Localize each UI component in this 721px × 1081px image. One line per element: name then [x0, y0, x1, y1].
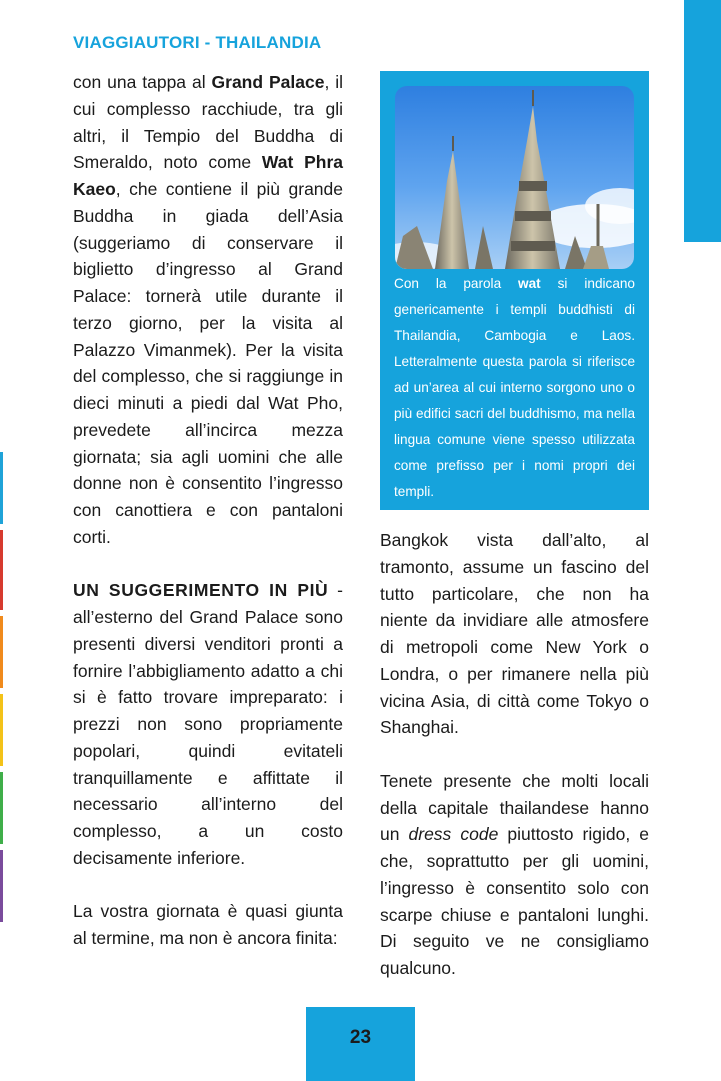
text-run: - all’esterno del Grand Palace sono presenti diversi venditori pronti a fornire l’abbigliamento adatto a chi si è fatto trovare impreparato: i prezzi non sono propriamente popolari, quindi evitateli tranquillamente e affittate il necessario all’interno del complesso, a un costo decisamente inferiore.	[73, 580, 343, 868]
paragraph-suggerimento	[73, 577, 343, 871]
right-column	[380, 527, 649, 982]
text-run: La vostra giornata è quasi giunta al termine, ma non è ancora finita:	[73, 901, 343, 948]
edge-strip-purple	[0, 850, 3, 922]
paragraph-dress-code	[380, 768, 649, 982]
text-run: , il cui complesso racchiude, tra gli altri, il Tempio del Buddha di Smeraldo, noto come	[73, 72, 343, 173]
edge-strip-blue	[0, 452, 3, 524]
bold-term-wat-phra-kaeo: Wat Phra Kaeo	[73, 152, 343, 199]
italic-term-dress-code: dress code	[408, 824, 499, 845]
bold-term-wat: wat	[518, 276, 541, 291]
temple-photo	[395, 86, 634, 269]
edge-strip-yellow	[0, 694, 3, 766]
paragraph-giornata	[73, 898, 343, 952]
text-run: piuttosto rigido, e che, soprattutto per gli uomini, l’ingresso è consentito solo con scarpe chiuse e pantaloni lunghi. Di seguito ve ne consigliamo qualcuno.	[380, 824, 650, 978]
page-number-box	[306, 1007, 415, 1081]
left-column	[73, 69, 343, 952]
paragraph-grand-palace	[73, 69, 343, 551]
edge-strip-orange	[0, 616, 3, 688]
info-box-caption	[394, 271, 635, 505]
text-run: Tenete presente che molti locali della capitale thailandese hanno un	[380, 770, 649, 845]
bold-term-grand-palace: Grand Palace	[211, 72, 325, 92]
tip-heading: UN SUGGERIMENTO IN PIÙ	[73, 580, 329, 601]
wat-arun-illustration	[395, 86, 634, 269]
text-run: Con la parola	[394, 276, 519, 291]
running-header: VIAGGIAUTORI - THAILANDIA	[73, 33, 322, 52]
text-run: con una tappa al	[73, 72, 212, 92]
chapter-tab	[684, 0, 721, 242]
paragraph-bangkok	[380, 527, 649, 741]
edge-strip-red	[0, 530, 3, 610]
text-run: , che contiene il più grande Buddha in giada dell’Asia (suggeriamo di conservare il biglietto d’ingresso al Grand Palace: tornerà utile durante il terzo giorno, per la visita al Palazzo Vimanmek). Per la visita del complesso, che si raggiunge in dieci minuti a piedi dal Wat Pho, prevedete all’incirca mezza giornata; sia agli uomini che alle donne non è consentito l’ingresso con canottiera e con pantaloni corti.	[73, 179, 343, 547]
text-run: si indicano genericamente i templi buddhisti di Thailandia, Cambogia e Laos. Letteralmente questa parola si riferisce ad un’area al cui interno sorgono uno o più edifici sacri del buddhismo, ma nella lingua comune viene spesso utilizzata come prefisso per i nomi propri dei templi.	[394, 276, 635, 499]
page-number: 23	[349, 1027, 372, 1048]
edge-strip-green	[0, 772, 3, 844]
text-run: Bangkok vista dall’alto, al tramonto, assume un fascino del tutto particolare, che non ha niente da invidiare alle atmosfere di metropoli come New York o Londra, o per rimanere nella più vicina Asia, di città come Tokyo o Shanghai.	[380, 530, 649, 738]
info-box	[380, 71, 649, 510]
